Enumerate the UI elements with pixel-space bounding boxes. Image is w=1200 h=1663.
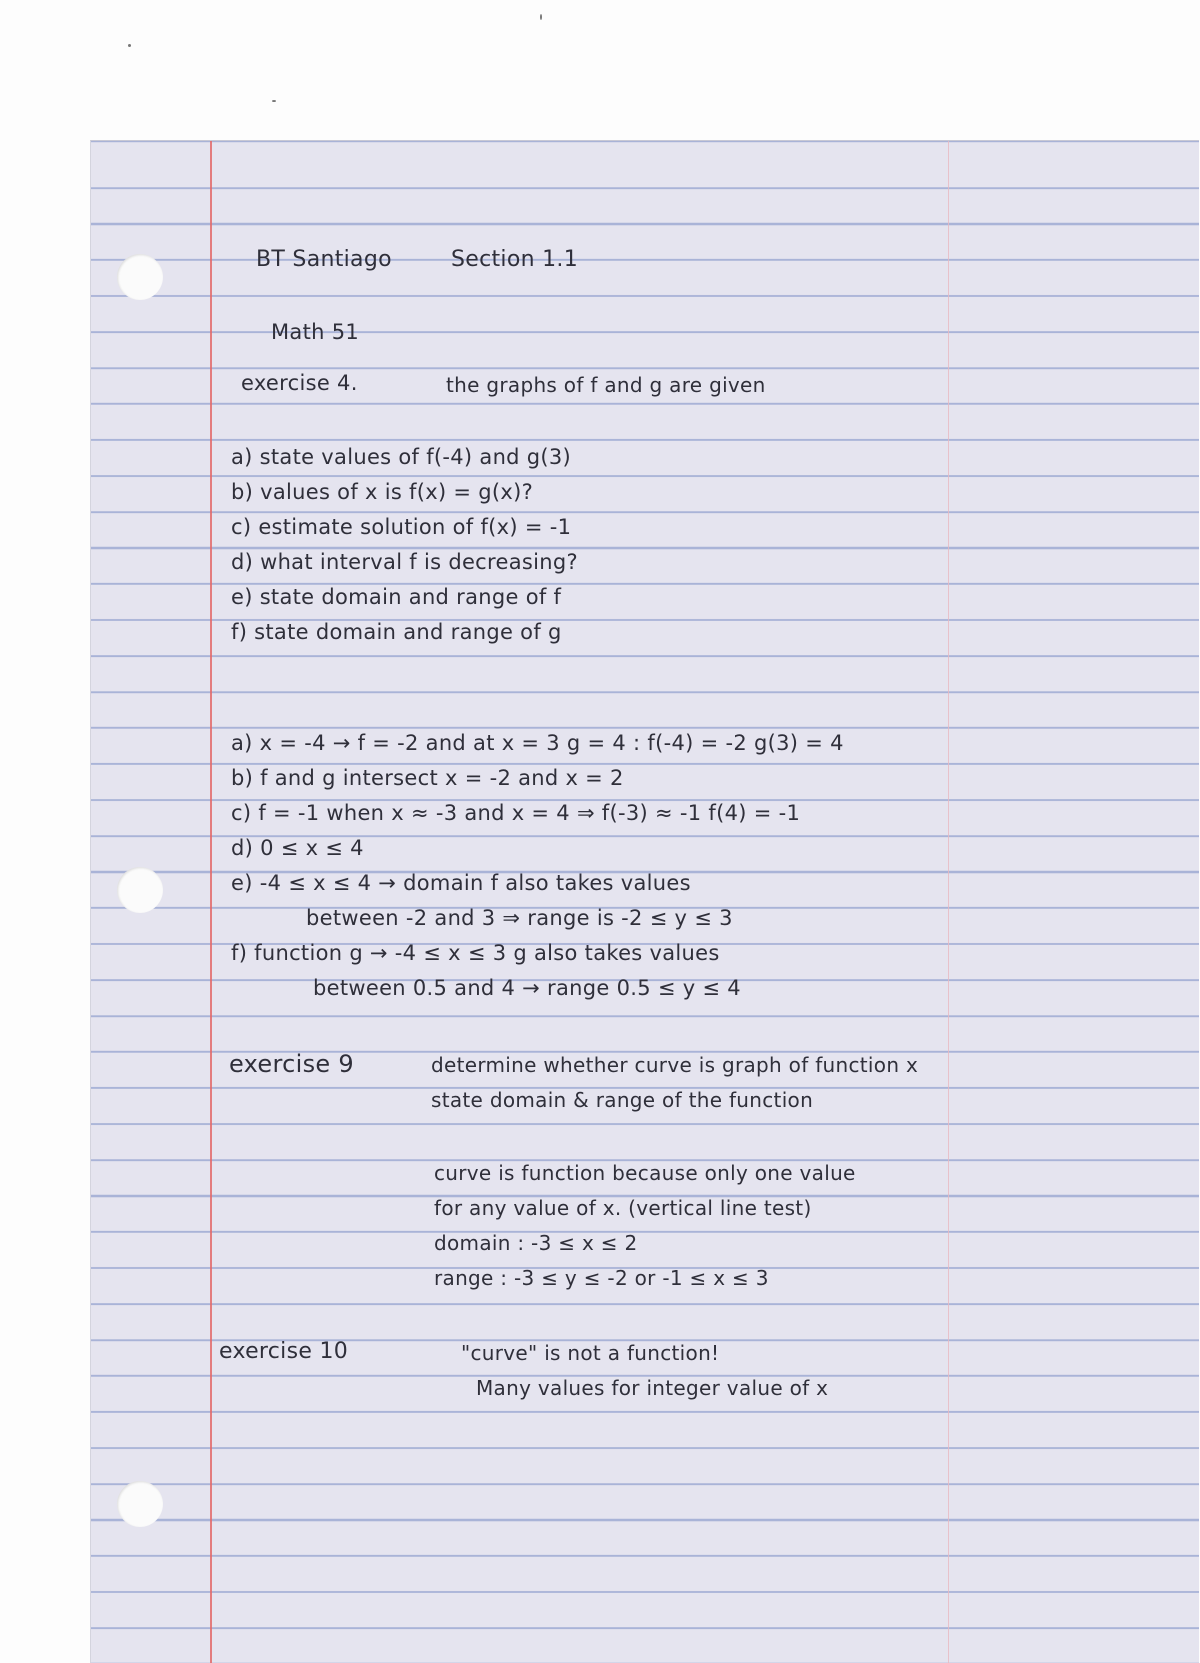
exercise-4-answer: a) x = -4 → f = -2 and at x = 3 g = 4 : f(-4) = -2 g(3) = 4 — [231, 731, 844, 755]
exercise-4-answer: c) f = -1 when x ≈ -3 and x = 4 ⇒ f(-3) ≈ -1 f(4) = -1 — [231, 801, 801, 825]
exercise-4-label: exercise 4. — [241, 371, 358, 395]
exercise-9-label: exercise 9 — [229, 1050, 354, 1078]
exercise-9-prompt: determine whether curve is graph of function x — [431, 1053, 919, 1077]
exercise-9-answer: domain : -3 ≤ x ≤ 2 — [434, 1231, 638, 1255]
binder-hole-bottom — [117, 1481, 163, 1527]
exercise-4-prompt: the graphs of f and g are given — [446, 373, 766, 397]
binder-hole-middle — [117, 867, 163, 913]
exercise-4-question: b) values of x is f(x) = g(x)? — [231, 480, 534, 504]
right-margin-line — [948, 141, 949, 1663]
exercise-4-question: d) what interval f is decreasing? — [231, 550, 578, 574]
exercise-4-question: f) state domain and range of g — [231, 620, 562, 644]
exercise-4-question: a) state values of f(-4) and g(3) — [231, 445, 572, 469]
exercise-10-answer: Many values for integer value of x — [476, 1376, 829, 1400]
exercise-4-answer: between -2 and 3 ⇒ range is -2 ≤ y ≤ 3 — [306, 906, 733, 930]
lined-paper-sheet — [90, 140, 1199, 1663]
exercise-4-answer: f) function g → -4 ≤ x ≤ 3 g also takes values — [231, 941, 720, 965]
paper-speck — [540, 14, 542, 20]
exercise-4-answer: b) f and g intersect x = -2 and x = 2 — [231, 766, 624, 790]
exercise-9-prompt: state domain & range of the function — [431, 1088, 814, 1112]
exercise-9-answer: curve is function because only one value — [434, 1161, 856, 1185]
exercise-10-answer: "curve" is not a function! — [461, 1341, 720, 1365]
exercise-9-answer: for any value of x. (vertical line test) — [434, 1196, 812, 1220]
exercise-9-answer: range : -3 ≤ y ≤ -2 or -1 ≤ x ≤ 3 — [434, 1266, 769, 1290]
exercise-4-answer: d) 0 ≤ x ≤ 4 — [231, 836, 364, 860]
red-margin-line — [210, 141, 212, 1663]
binder-hole-top — [117, 254, 163, 300]
exercise-4-question: c) estimate solution of f(x) = -1 — [231, 515, 572, 539]
exercise-4-answer: between 0.5 and 4 → range 0.5 ≤ y ≤ 4 — [313, 976, 741, 1000]
paper-speck — [272, 100, 276, 102]
student-name: BT Santiago — [256, 247, 392, 272]
exercise-4-answer: e) -4 ≤ x ≤ 4 → domain f also takes values — [231, 871, 691, 895]
exercise-10-label: exercise 10 — [219, 1339, 349, 1364]
exercise-4-question: e) state domain and range of f — [231, 585, 562, 609]
paper-speck — [128, 44, 131, 47]
section-title: Section 1.1 — [451, 247, 579, 272]
course-name: Math 51 — [271, 320, 360, 344]
